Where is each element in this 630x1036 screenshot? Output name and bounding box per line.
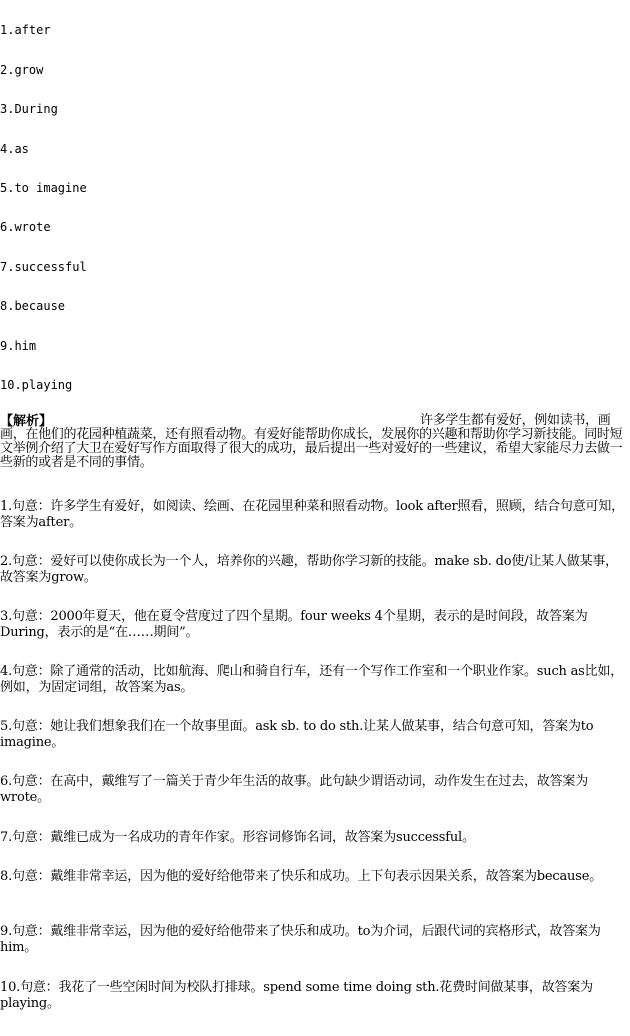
explanation-item-7: 7.句意：戴维已成为一名成功的青年作家。形容词修饰名词，故答案为successful。 [0, 830, 475, 845]
analysis-summary: 许多学生都有爱好，例如读书，画画，在他们的花园种植蔬菜，还有照看动物。有爱好能帮助你成长，发展你的兴趣和帮助你学习新技能。同时短文举例介绍了大卫在爱好写作方面取得了很大的成功，最后提出一些对爱好的一些建议，希望大家能尽力去做一些新的或者是不同的事情。 [0, 413, 623, 470]
answer-item-4: 4.as [0, 142, 29, 156]
answer-item-10: 10.playing [0, 378, 73, 392]
analysis-label: 【解析】 [0, 414, 53, 429]
answer-item-8: 8.because [0, 299, 66, 313]
answer-item-1: 1.after [0, 23, 51, 37]
explanation-item-5: 5.句意：她让我们想象我们在一个故事里面。ask sb. to do sth.让某人做某事，结合句意可知，答案为to imagine。 [0, 719, 594, 750]
answer-item-3: 3.During [0, 102, 58, 116]
explanation-item-9: 9.句意：戴维非常幸运，因为他的爱好给他带来了快乐和成功。to为介词，后跟代词的宾格形式，故答案为him。 [0, 924, 601, 955]
explanation-item-6: 6.句意：在高中，戴维写了一篇关于青少年生活的故事。此句缺少谓语动词，动作发生在过去，故答案为wrote。 [0, 774, 589, 805]
explanation-item-8: 8.句意：戴维非常幸运，因为他的爱好给他带来了快乐和成功。上下句表示因果关系，故答案为because。 [0, 869, 602, 884]
answer-item-2: 2.grow [0, 63, 44, 77]
answer-item-6: 6.wrote [0, 220, 51, 234]
answer-item-7: 7.successful [0, 260, 87, 274]
explanation-item-2: 2.句意：爱好可以使你成长为一个人，培养你的兴趣，帮助你学习新的技能。make sb. do使/让某人做某事，故答案为grow。 [0, 554, 618, 585]
answer-item-5: 5.to imagine [0, 181, 87, 195]
explanation-item-3: 3.句意：2000年夏天，他在夏令营度过了四个星期。four weeks 4个星期，表示的是时间段，故答案为During，表示的是“在……期间”。 [0, 609, 588, 640]
answer-item-9: 9.him [0, 339, 37, 353]
explanation-item-1: 1.句意：许多学生有爱好，如阅读、绘画、在花园里种菜和照看动物。look after照看，照顾，结合句意可知，答案为after。 [0, 499, 624, 530]
explanation-item-10: 10.句意：我花了一些空闲时间为校队打排球。spend some time doing sth.花费时间做某事，故答案为playing。 [0, 980, 593, 1011]
explanation-item-4: 4.句意：除了通常的活动，比如航海、爬山和骑自行车，还有一个写作工作室和一个职业作家。such as比如，例如，为固定词组，故答案为as。 [0, 664, 624, 695]
